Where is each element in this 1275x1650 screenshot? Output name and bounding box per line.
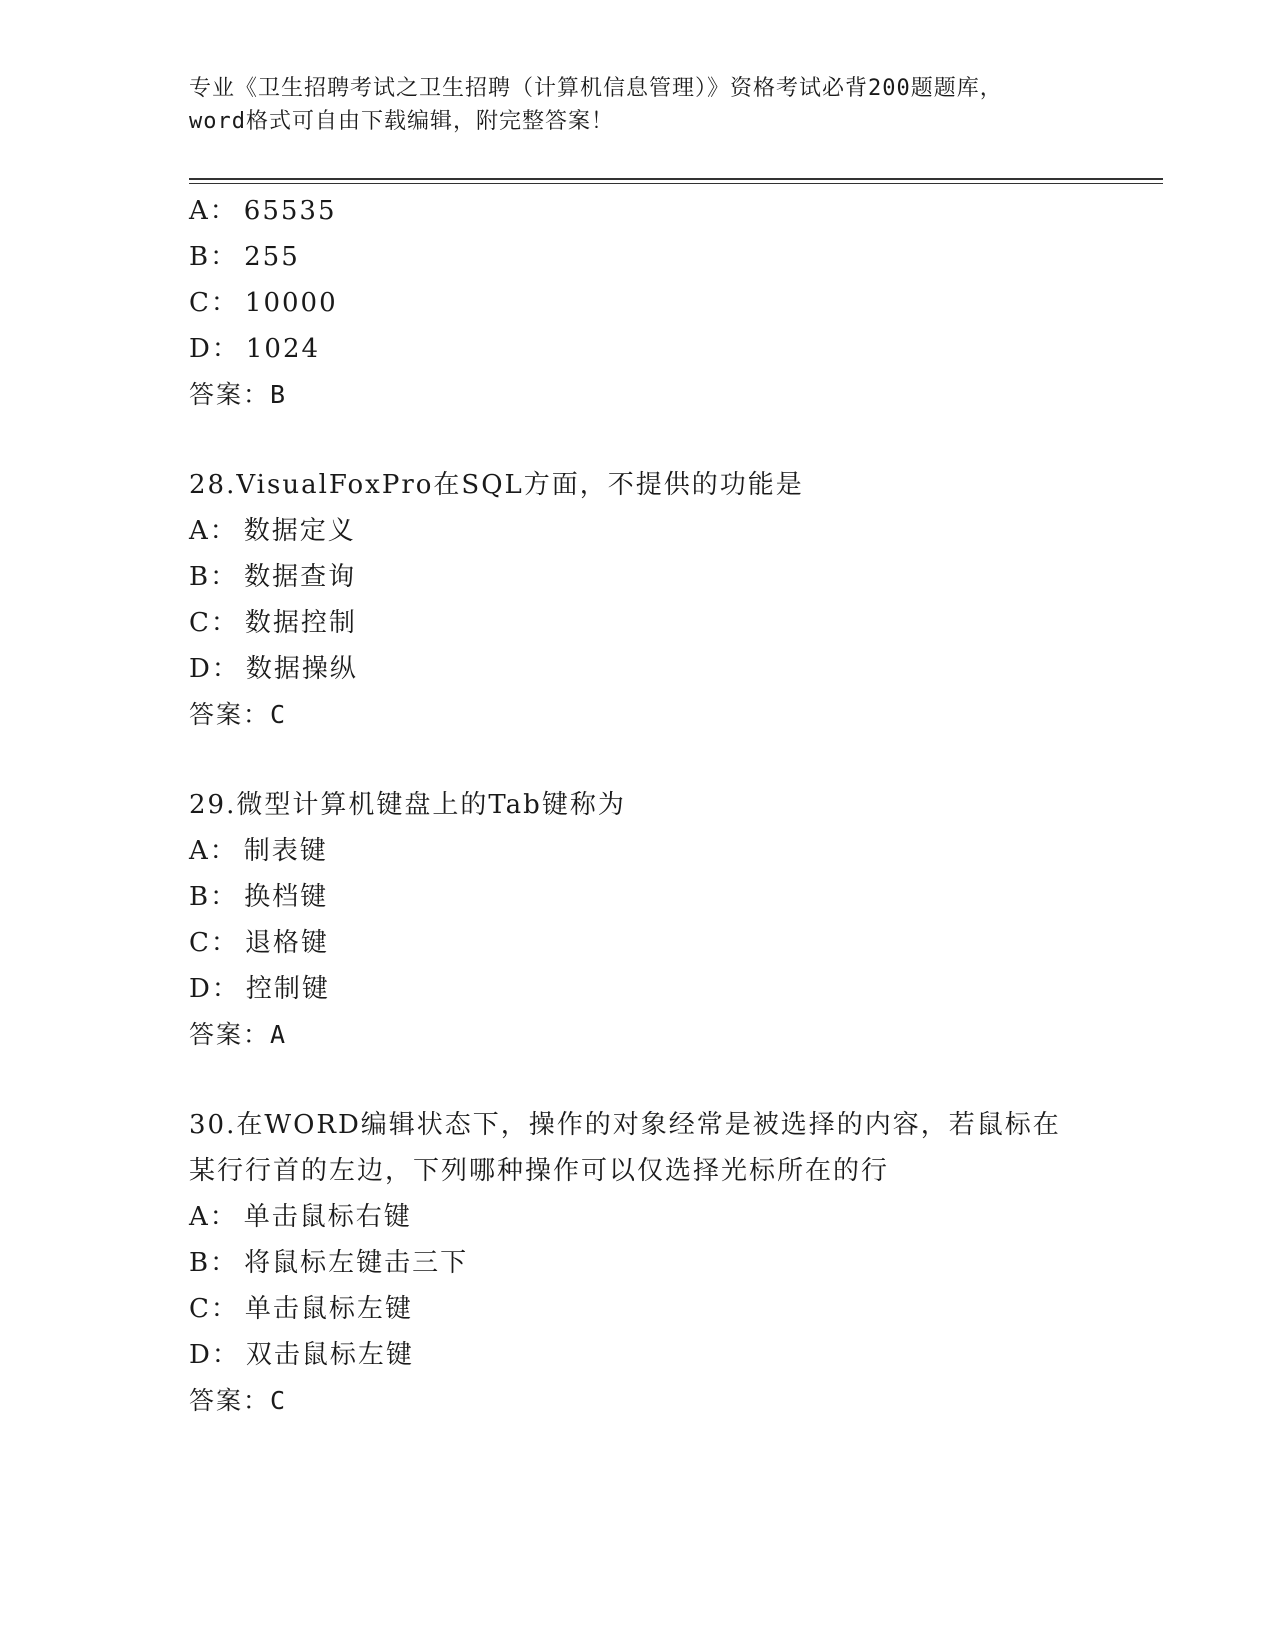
option-letter: D： [189, 654, 240, 684]
option-c [189, 280, 1089, 326]
answer-line: 答案：A [189, 1020, 288, 1049]
option-text: 换档键 [244, 882, 329, 912]
question-block-28 [189, 462, 1089, 738]
option-text: 数据定义 [243, 516, 356, 546]
option-text: 控制键 [245, 974, 330, 1004]
option-d [189, 1332, 1089, 1378]
option-a [189, 188, 1089, 234]
spacer [189, 1058, 1089, 1102]
option-text: 数据查询 [244, 562, 357, 592]
option-letter: D： [189, 334, 240, 364]
option-text: 双击鼠标左键 [245, 1340, 414, 1370]
question-text: 28.VisualFoxPro在SQL方面，不提供的功能是 [189, 470, 804, 500]
option-letter: A： [189, 1202, 238, 1232]
answer-line: 答案：C [189, 700, 288, 729]
option-letter: B： [189, 562, 239, 592]
spacer [189, 738, 1089, 782]
option-b [189, 1240, 1089, 1286]
question-block-continued [189, 188, 1089, 418]
option-text: 10000 [244, 288, 338, 318]
option-text: 数据操纵 [245, 654, 358, 684]
option-text: 65535 [243, 196, 337, 226]
option-text: 数据控制 [244, 608, 357, 638]
option-c [189, 920, 1089, 966]
option-letter: A： [189, 836, 238, 866]
option-b [189, 554, 1089, 600]
answer-line: 答案：C [189, 1386, 288, 1415]
question-block-29 [189, 782, 1089, 1058]
header-divider-thick [189, 178, 1163, 180]
option-letter: C： [189, 1294, 239, 1324]
option-a [189, 508, 1089, 554]
header-line-1: 专业《卫生招聘考试之卫生招聘（计算机信息管理）》资格考试必背200题题库， [189, 76, 1003, 101]
question-list [189, 188, 1089, 1424]
option-a [189, 828, 1089, 874]
header-line-2: word格式可自由下载编辑，附完整答案！ [189, 109, 614, 134]
option-text: 单击鼠标左键 [244, 1294, 413, 1324]
document-header [189, 72, 1089, 138]
option-letter: C： [189, 608, 239, 638]
option-d [189, 966, 1089, 1012]
option-text: 将鼠标左键击三下 [244, 1248, 469, 1278]
option-letter: D： [189, 1340, 240, 1370]
option-text: 退格键 [244, 928, 329, 958]
option-letter: B： [189, 242, 239, 272]
option-text: 255 [244, 242, 300, 272]
option-b [189, 234, 1089, 280]
question-block-30 [189, 1102, 1089, 1424]
spacer [189, 418, 1089, 462]
option-letter: A： [189, 516, 238, 546]
option-text: 1024 [245, 334, 321, 364]
option-letter: B： [189, 1248, 239, 1278]
option-letter: C： [189, 928, 239, 958]
option-letter: D： [189, 974, 240, 1004]
header-divider-thin [189, 183, 1163, 184]
option-b [189, 874, 1089, 920]
option-text: 制表键 [243, 836, 328, 866]
option-letter: C： [189, 288, 239, 318]
question-text: 30.在WORD编辑状态下，操作的对象经常是被选择的内容，若鼠标在某行行首的左边，下列哪种操作可以仅选择光标所在的行 [189, 1110, 1061, 1186]
option-letter: B： [189, 882, 239, 912]
option-c [189, 600, 1089, 646]
answer-line: 答案：B [189, 380, 288, 409]
option-letter: A： [189, 196, 238, 226]
option-a [189, 1194, 1089, 1240]
option-d [189, 326, 1089, 372]
option-c [189, 1286, 1089, 1332]
question-text: 29.微型计算机键盘上的Tab键称为 [189, 790, 626, 820]
option-text: 单击鼠标右键 [243, 1202, 412, 1232]
option-d [189, 646, 1089, 692]
